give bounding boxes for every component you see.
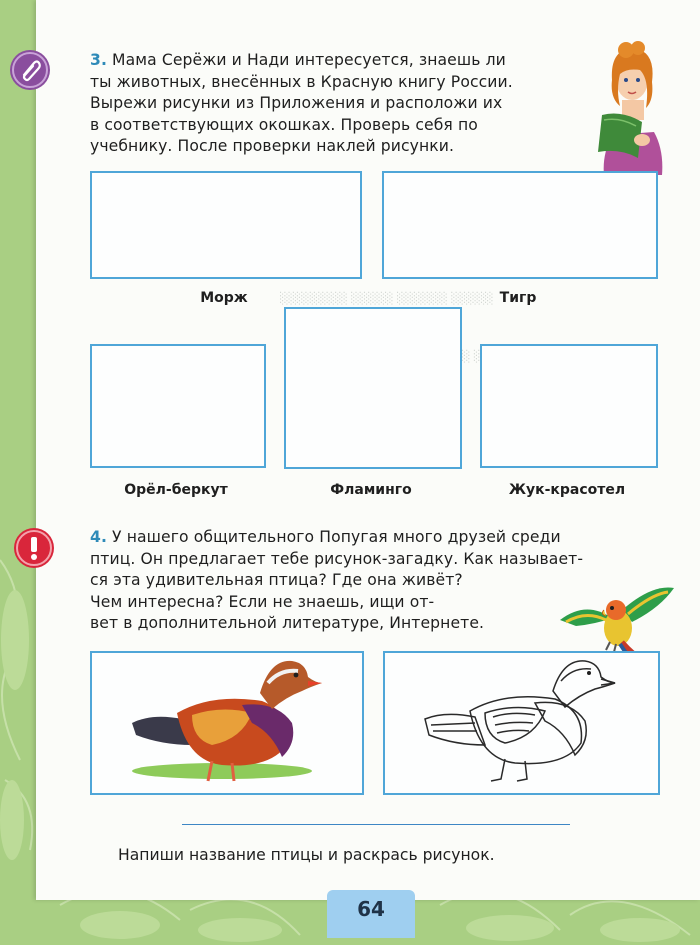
task-3-number: 3. [90, 51, 107, 69]
girl-with-book-illustration [592, 40, 672, 175]
outline-bird-box[interactable] [383, 651, 660, 795]
answer-line[interactable] [182, 824, 570, 825]
answer-box-golden-eagle[interactable] [90, 344, 266, 468]
label-beetle: Жук-красотел [508, 482, 626, 498]
answer-box-beetle[interactable] [480, 344, 658, 468]
answer-box-flamingo[interactable] [284, 307, 462, 469]
task-3-text: 3. Мама Серёжи и Нади интересуется, знаешь ли ты животных, внесённых в Красную книгу России. Вырежи рисунки из Приложения и расположи их в соответствующих окошках. Проверь себя по учебнику. После проверки наклей рисунки. [90, 51, 513, 155]
answer-box-tiger[interactable] [382, 171, 658, 279]
page-number: 64 [357, 897, 385, 921]
answer-box-walrus[interactable] [90, 171, 362, 279]
mandarin-duck-outline-picture [385, 653, 658, 793]
task-4-number: 4. [90, 528, 107, 546]
exclamation-icon [14, 528, 54, 568]
mandarin-duck-color-picture [92, 653, 362, 793]
footer-instruction: Напиши название птицы и раскрась рисунок. [118, 846, 495, 864]
bleed-through-text: ░░░░░░░░ ░░░░░ ░░░░░░ ░░░░░ [280, 292, 494, 305]
label-golden-eagle: Орёл-беркут [124, 482, 228, 498]
paperclip-icon [10, 50, 50, 90]
task-4-text: 4. У нашего общительного Попугая много друзей среди птиц. Он предлагает тебе рисунок-загадку. Как называет- ся эта удивительная птица? Где она живёт? Чем интересна? Если не знаешь, ищи от- вет в дополнительной литературе, Интернете. [90, 528, 584, 632]
label-walrus: Морж [200, 290, 248, 306]
label-tiger: Тигр [499, 290, 537, 306]
label-flamingo: Фламинго [330, 482, 412, 498]
colored-bird-box [90, 651, 364, 795]
